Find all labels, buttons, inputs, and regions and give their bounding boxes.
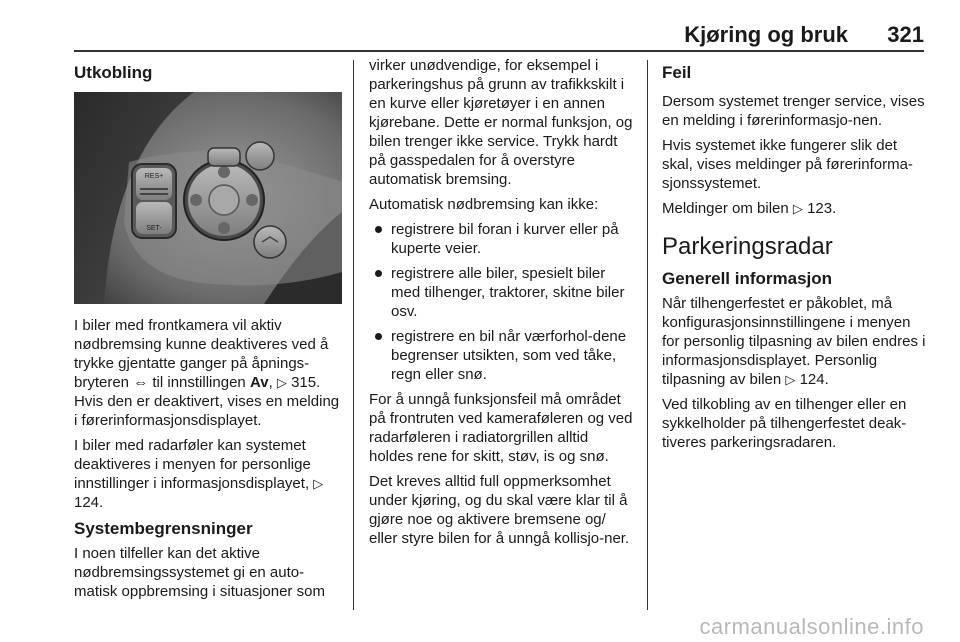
col2-paragraph-4: Det kreves alltid full oppmerksomhet under kjøring, og du skal være klar til å gjøre noe og aktivere bremsene og/ eller styre bilen for å unngå kollisjo-ner. xyxy=(369,473,630,547)
chapter-title: Kjøring og bruk xyxy=(684,22,848,47)
p3-text: Meldinger om bilen xyxy=(662,200,789,217)
ref-arrow-icon: ▷ xyxy=(276,375,287,390)
col3-paragraph-1: Dersom systemet trenger service, vises en melding i førerinformasjo-nen. xyxy=(662,93,925,129)
col1-paragraph-1: I biler med frontkamera vil aktiv nødbremsing kunne deaktiveres ved å trykke gjentatte ganger på åpnings-bryteren ⇔ til innstillingen Av, ▷ 315. Hvis den er deaktivert, vises en melding i førerinformasjonsdisplayet. xyxy=(74,317,340,429)
set-label: SET- xyxy=(146,225,162,232)
subheading-generell-informasjon: Generell informasjon xyxy=(662,269,833,288)
p2-text: I biler med radarføler kan systemet deaktiveres i menyen for personlige innstillinger i informasjonsdisplayet, xyxy=(74,437,311,492)
ref-arrow-icon: ▷ xyxy=(792,201,803,216)
res-label: RES+ xyxy=(144,173,164,180)
col3-paragraph-3: Meldinger om bilen ▷ 123. xyxy=(662,200,837,217)
col3-paragraph-2: Hvis systemet ikke fungerer slik det skal, vises meldinger på førerinforma-sjonssystemet. xyxy=(662,137,913,192)
p4-text: Når tilhengerfestet er påkoblet, må konfigurasjonsinnstillingene i menyen for personlig tilpasning av bilen endres i informasjonsdisplayet. Personlig tilpasning av bilen xyxy=(662,295,926,388)
col2-paragraph-3: For å unngå funksjonsfeil må området på frontruten ved kameraføleren og ved radarføleren i radiatorgrillen alltid holdes rene for skitt, støv, is og snø. xyxy=(369,391,633,465)
col2-paragraph-2: Automatisk nødbremsing kan ikke: xyxy=(369,196,599,213)
ref-arrow-icon: ▷ xyxy=(313,476,324,491)
watermark: carmanualsonline.info xyxy=(699,614,924,639)
column-3 xyxy=(662,56,928,458)
section-heading-feil: Feil xyxy=(662,63,692,82)
setting-av: Av xyxy=(249,374,269,391)
col3-paragraph-5: Ved tilkobling av en tilhenger eller en sykkelholder på tilhengerfestet deak-tiveres parkeringsradaren. xyxy=(662,396,907,451)
page-ref-124: 124 xyxy=(74,494,100,511)
col2-paragraph-1: virker unødvendige, for eksempel i parkeringshus på grunn av trafikkskilt i en kurve eller kjøretøyer i en annen kjørebane. Dette er normal funksjon, og bilen trenger ikke service. Trykk hardt på gasspedalen for å overstyre automatisk bremsing. xyxy=(369,57,633,188)
page-ref-123: 123 xyxy=(807,200,833,217)
steering-wheel-buttons-figure xyxy=(74,92,342,304)
col1-paragraph-3: I noen tilfeller kan det aktive nødbremsingssystemet gi en auto-matisk oppbremsing i situasjoner som xyxy=(74,545,325,600)
p1-text-before: I biler med frontkamera vil aktiv nødbremsing kunne deaktiveres ved å trykke gjentatte ganger på åpnings-bryteren xyxy=(74,317,329,391)
limitations-list xyxy=(369,220,634,384)
section-heading-utkobling: Utkobling xyxy=(74,63,153,82)
p1-text-mid: til innstillingen xyxy=(152,374,246,391)
page-number: 321 xyxy=(887,22,924,47)
col3-paragraph-4: Når tilhengerfestet er påkoblet, må konfigurasjonsinnstillingene i menyen for personlig tilpasning av bilen endres i informasjonsdisplayet. Personlig tilpasning av bilen ▷ 124. xyxy=(662,295,926,388)
col1-paragraph-2: I biler med radarføler kan systemet deaktiveres i menyen for personlige innstillinger i informasjonsdisplayet, ▷ 124. xyxy=(74,437,324,511)
list-item: registrere alle biler, spesielt biler med tilhenger, traktorer, skitne biler osv. xyxy=(369,264,634,321)
lane-assist-icon: ⇔ xyxy=(133,374,149,391)
header-rule xyxy=(74,50,924,52)
column-divider-2 xyxy=(647,60,648,610)
steering-wheel-illustration xyxy=(74,92,342,304)
subheading-systembegrensninger: Systembegrensninger xyxy=(74,519,253,538)
list-item: registrere en bil når værforhol-dene begrenser utsikten, som ved tåke, regn eller snø. xyxy=(369,327,634,384)
p1-text-after: Hvis den er deaktivert, vises en melding i førerinformasjonsdisplayet. xyxy=(74,393,340,429)
page-header xyxy=(0,0,960,52)
page-ref-315: 315 xyxy=(291,374,317,391)
section-title-parkeringsradar: Parkeringsradar xyxy=(662,233,833,260)
column-1 xyxy=(74,56,342,607)
column-divider-1 xyxy=(353,60,354,610)
column-2 xyxy=(369,56,634,554)
page-ref-124: 124 xyxy=(799,371,825,388)
ref-arrow-icon: ▷ xyxy=(785,372,796,387)
list-item: registrere bil foran i kurver eller på kuperte veier. xyxy=(369,220,634,258)
